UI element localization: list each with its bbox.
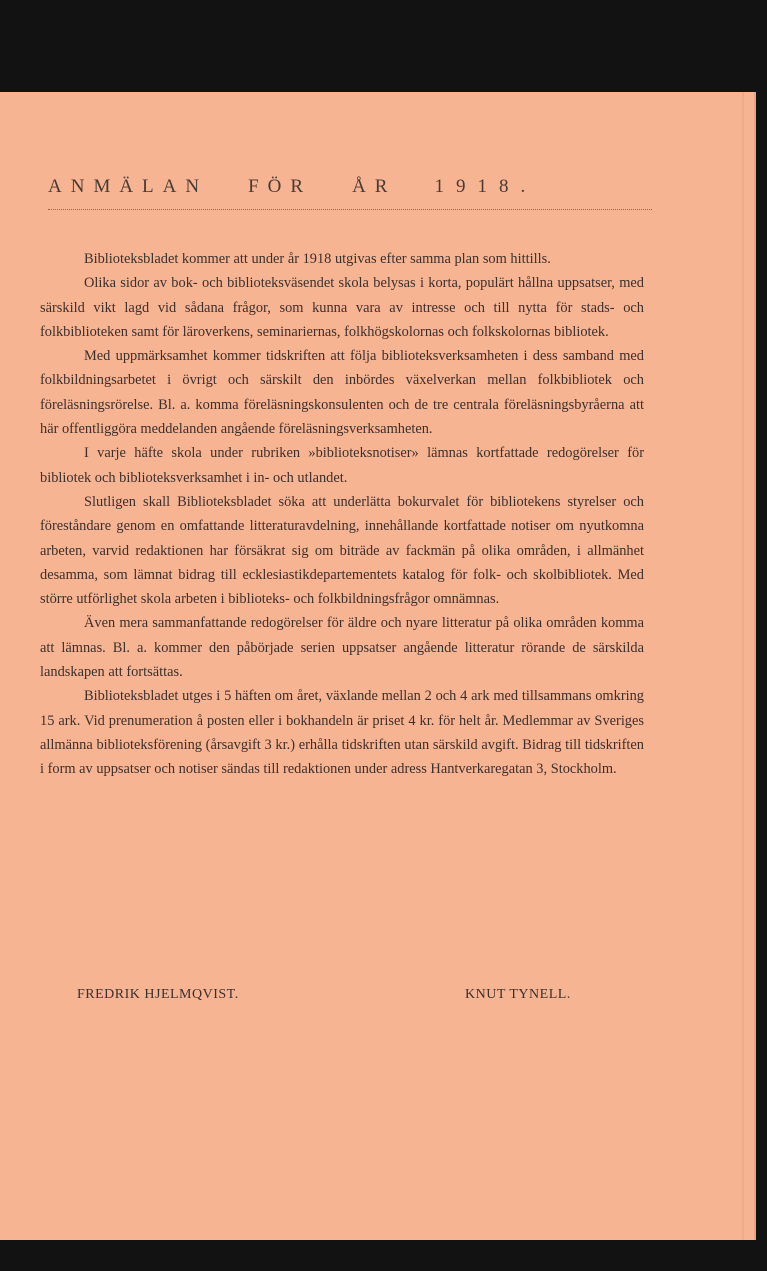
heading-year-word: ÅR	[352, 176, 397, 197]
heading-for: FÖR	[248, 176, 313, 197]
heading-title: ANMÄLAN	[48, 176, 209, 197]
paragraph-prenumeration: Biblioteksbladet utges i 5 häften om året, växlande mellan 2 och 4 ark med tillsammans omkring 15 ark. Vid prenumeration å posten eller i bokhandeln är priset 4 kr. för helt år. Medlemmar av Sveriges allmänna biblioteksförening (årsavgift 3 kr.) erhålla tidskriften utan särskild avgift. Bidrag till tidskriften i form av uppsatser och notiser sändas till redaktionen under adress Hantverkaregatan 3, Stockholm.	[40, 688, 644, 778]
paragraph-intro: Biblioteksbladet kommer att under år 1918 utgivas efter samma plan som hittills.	[84, 251, 551, 267]
paragraph-folkbildning: Med uppmärksamhet kommer tidskriften att följa biblioteksverksamheten i dess samband med folkbildningsarbetet i övrigt och särskilt den inbördes växelverkan mellan folkbibliotek och föreläsningsrörelse. Bl. a. komma föreläsningskonsulenten och de tre centrala föreläsningsbyråerna att här offentliggöra meddelanden angående föreläsningsverksamheten.	[40, 348, 644, 438]
document-page	[0, 92, 756, 1240]
heading-divider	[48, 209, 652, 210]
paragraph-notiser: I varje häfte skola under rubriken »biblioteksnotiser» lämnas kortfattade redogörelser för bibliotek och biblioteksverksamhet i in- och utlandet.	[40, 445, 644, 486]
announcement-body	[40, 247, 644, 782]
signature-right: KNUT TYNELL.	[465, 987, 571, 1002]
paragraph-redogorelser: Även mera sammanfattande redogörelser för äldre och nyare litteratur på olika områden komma att lämnas. Bl. a. kommer den påbörjade serien uppsatser angående litteratur rörande de särskilda landskapen att fortsättas.	[40, 615, 644, 681]
heading-year: 1918.	[434, 176, 538, 197]
signature-left: FREDRIK HJELMQVIST.	[77, 987, 239, 1002]
paragraph-litteratur: Slutligen skall Biblioteksbladet söka att underlätta bokurvalet för bibliotekens styrelser och föreståndare genom en omfattande litteraturavdelning, innehållande kortfattade notiser om nyutkomna arbeten, varvid redaktionen har försäkrat sig om biträde av fackmän på olika områden, i allmänhet desamma, som lämnat bidrag till ecklesiastikdepartementets katalog för folk- och skolbibliotek. Med större utförlighet skola arbeten i biblioteks- och folkbildningsfrågor omnämnas.	[40, 493, 644, 608]
announcement-heading	[48, 176, 652, 198]
paragraph-topics: Olika sidor av bok- och biblioteksväsendet skola belysas i korta, populärt hållna uppsatser, med särskild vikt lagd vid sådana frågor, som kunna vara av intresse och till nytta för stads- och folkbiblioteken samt för läroverkens, seminariernas, folkhögskolornas och folkskolornas bibliotek.	[40, 275, 644, 340]
